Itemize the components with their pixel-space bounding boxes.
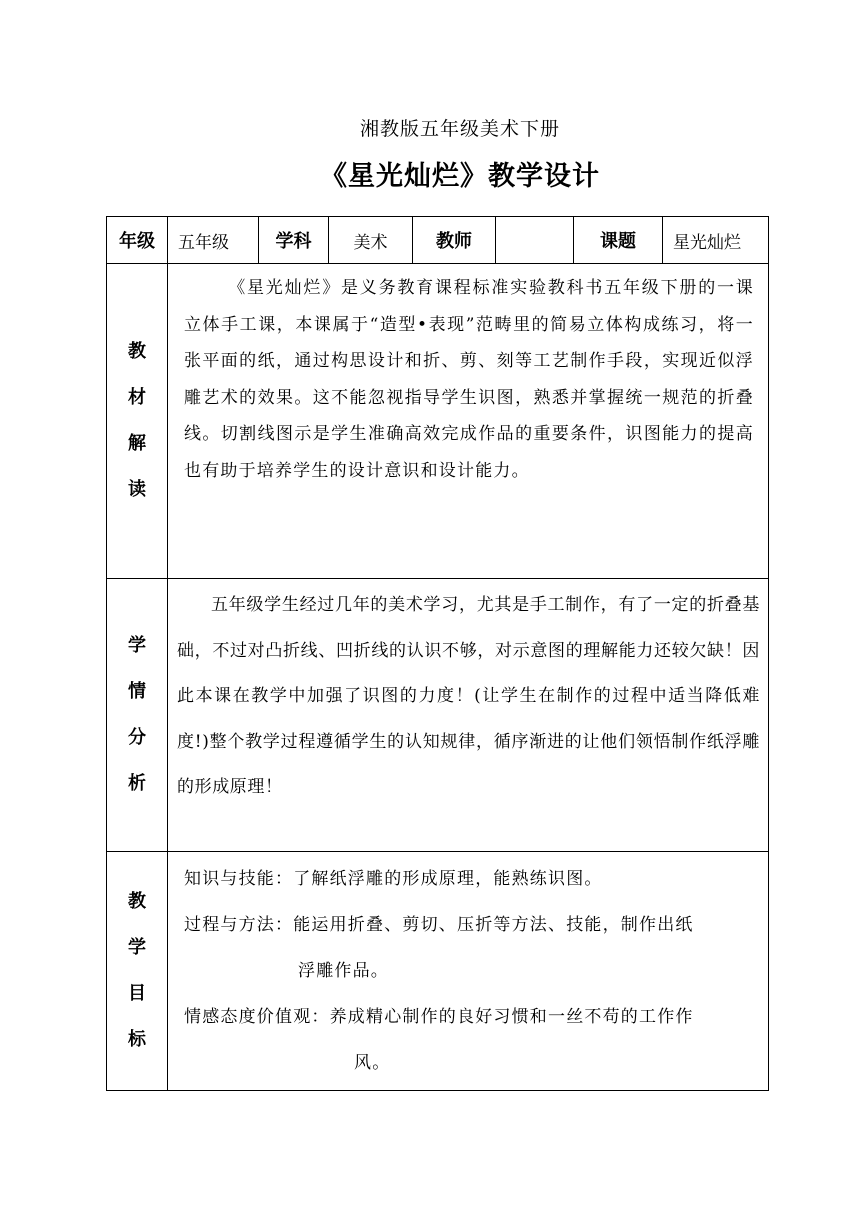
grade-label: 年级 bbox=[107, 217, 168, 264]
subject-label: 学科 bbox=[259, 217, 329, 264]
topic-label: 课题 bbox=[574, 217, 663, 264]
textbook-analysis-content bbox=[168, 264, 769, 579]
goal-process-continued: 浮雕作品。 bbox=[298, 961, 389, 981]
subject-value: 美术 bbox=[329, 217, 413, 264]
topic-value: 星光灿烂 bbox=[663, 217, 769, 264]
document-subtitle: 湘教版五年级美术下册 bbox=[359, 118, 560, 140]
goal-emotion-continued: 风。 bbox=[354, 1053, 391, 1073]
teaching-goals-content bbox=[168, 852, 769, 1091]
teaching-goals-label: 教 学 目 标 bbox=[107, 852, 168, 1091]
goal-knowledge: 知识与技能：了解纸浮雕的形成原理，能熟练识图。 bbox=[184, 869, 603, 889]
textbook-analysis-row bbox=[107, 264, 769, 579]
textbook-analysis-text: 《星光灿烂》是义务教育课程标准实验教科书五年级下册的一课立体手工课，本课属于“造型•表现”范畴里的简易立体构成练习，将一张平面的纸，通过构思设计和折、剪、刻等工艺制作手段，实现近似浮雕艺术的效果。这不能忽视指导学生识图，熟悉并掌握统一规范的折叠线。切割线图示是学生准确高效完成作品的重要条件，识图能力的提高也有助于培养学生的设计意识和设计能力。 bbox=[184, 278, 754, 481]
info-row bbox=[107, 217, 769, 264]
student-analysis-text: 五年级学生经过几年的美术学习，尤其是手工制作，有了一定的折叠基础，不过对凸折线、凹折线的认识不够，对示意图的理解能力还较欠缺！因此本课在教学中加强了识图的力度！(让学生在制作的过程中适当降低难度!)整个教学过程遵循学生的认知规律，循序渐进的让他们领悟制作纸浮雕的形成原理！ bbox=[177, 595, 760, 797]
grade-value: 五年级 bbox=[168, 217, 259, 264]
document-title: 《星光灿烂》教学设计 bbox=[320, 161, 600, 192]
teaching-goals-row bbox=[107, 852, 769, 1091]
teacher-value bbox=[496, 217, 574, 264]
textbook-analysis-label: 教 材 解 读 bbox=[107, 264, 168, 579]
student-analysis-content bbox=[168, 579, 769, 852]
student-analysis-row bbox=[107, 579, 769, 852]
teacher-label: 教师 bbox=[413, 217, 496, 264]
goal-process: 过程与方法：能运用折叠、剪切、压折等方法、技能，制作出纸 bbox=[184, 915, 694, 935]
goal-emotion: 情感态度价值观：养成精心制作的良好习惯和一丝不苟的工作作 bbox=[184, 1007, 694, 1027]
lesson-plan-table bbox=[106, 216, 769, 1091]
student-analysis-label: 学 情 分 析 bbox=[107, 579, 168, 852]
